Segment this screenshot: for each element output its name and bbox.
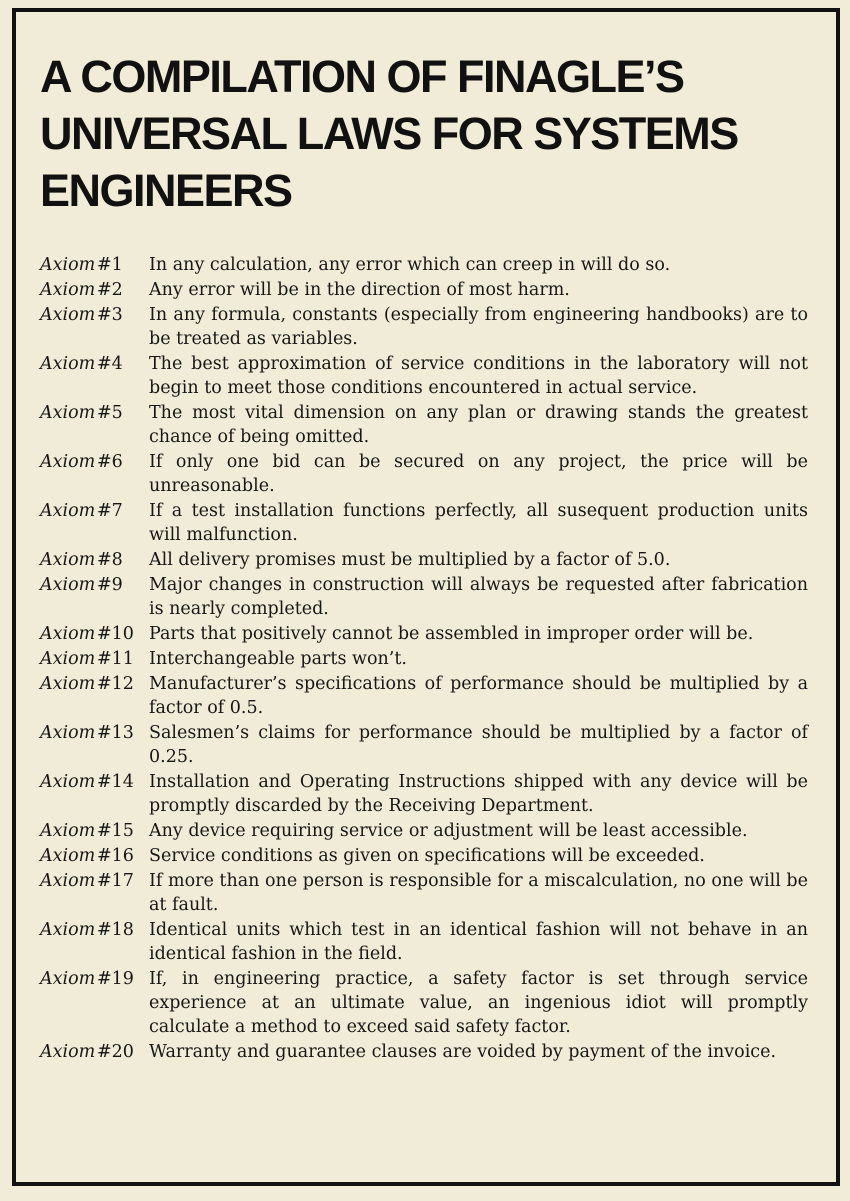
axiom-row [40, 622, 808, 646]
axiom-row [40, 967, 808, 1039]
axiom-row [40, 278, 808, 302]
axiom-number: #20 [97, 1042, 134, 1062]
axiom-label-word: Axiom [40, 575, 96, 595]
axiom-row [40, 819, 808, 843]
axiom-label-word: Axiom [40, 624, 96, 644]
axiom-label-word: Axiom [40, 354, 96, 374]
axiom-row [40, 721, 808, 769]
axiom-text: Salesmen’s claims for performance should be multiplied by a factor of 0.25. [149, 723, 808, 767]
axiom-label-word: Axiom [40, 772, 96, 792]
axiom-text: If more than one person is responsible for a miscalculation, no one will be at fault. [149, 871, 808, 915]
axiom-label-word: Axiom [40, 255, 96, 275]
axiom-text: Installation and Operating Instructions shipped with any device will be promptly discarded by the Receiving Department. [149, 772, 808, 816]
axiom-label-word: Axiom [40, 969, 96, 989]
axiom-number: #17 [97, 871, 134, 891]
axiom-number: #5 [97, 403, 123, 423]
axiom-label-word: Axiom [40, 871, 96, 891]
axiom-text: The best approximation of service conditions in the laboratory will not begin to meet those conditions encountered in actual service. [149, 354, 808, 398]
axiom-row [40, 647, 808, 671]
axiom-number: #13 [97, 723, 134, 743]
axiom-number: #1 [97, 255, 123, 275]
axiom-row [40, 573, 808, 621]
axiom-row [40, 844, 808, 868]
page-content [16, 12, 836, 1064]
axiom-text: If only one bid can be secured on any project, the price will be unreasonable. [149, 452, 808, 496]
axiom-number: #7 [97, 501, 123, 521]
axiom-text: All delivery promises must be multiplied by a factor of 5.0. [149, 550, 671, 570]
axiom-text: If a test installation functions perfectly, all susequent production units will malfunction. [149, 501, 808, 545]
axiom-text: Major changes in construction will always be requested after fabrication is nearly completed. [149, 575, 808, 619]
title-line-1: A COMPILATION OF FINAGLE’S [40, 51, 684, 102]
axiom-row [40, 401, 808, 449]
axiom-number: #16 [97, 846, 134, 866]
axiom-number: #18 [97, 920, 134, 940]
axiom-text: Manufacturer’s specifications of performance should be multiplied by a factor of 0.5. [149, 674, 808, 718]
axiom-label-word: Axiom [40, 649, 96, 669]
axiom-row [40, 770, 808, 818]
axiom-text: The most vital dimension on any plan or drawing stands the greatest chance of being omitted. [149, 403, 808, 447]
axiom-row [40, 548, 808, 572]
document-page [12, 8, 840, 1186]
axiom-row [40, 672, 808, 720]
axiom-row [40, 253, 808, 277]
axiom-label-word: Axiom [40, 501, 96, 521]
axiom-text: Identical units which test in an identical fashion will not behave in an identical fashion in the field. [149, 920, 808, 964]
axiom-row [40, 869, 808, 917]
axiom-row [40, 303, 808, 351]
axiom-text: Any error will be in the direction of most harm. [149, 280, 570, 300]
axiom-row [40, 918, 808, 966]
axiom-row [40, 1040, 808, 1064]
axiom-number: #4 [97, 354, 123, 374]
axiom-number: #3 [97, 305, 123, 325]
axiom-number: #15 [97, 821, 134, 841]
axiom-label-word: Axiom [40, 550, 96, 570]
axiom-text: Warranty and guarantee clauses are voided by payment of the invoice. [149, 1042, 777, 1062]
axiom-number: #8 [97, 550, 123, 570]
axiom-label-word: Axiom [40, 674, 96, 694]
axiom-label-word: Axiom [40, 1042, 96, 1062]
axiom-number: #11 [97, 649, 134, 669]
axiom-label-word: Axiom [40, 305, 96, 325]
axiom-row [40, 352, 808, 400]
axiom-label-word: Axiom [40, 920, 96, 940]
axiom-label-word: Axiom [40, 723, 96, 743]
axiom-number: #10 [97, 624, 134, 644]
axiom-number: #2 [97, 280, 123, 300]
axiom-number: #6 [97, 452, 123, 472]
axiom-number: #19 [97, 969, 134, 989]
axiom-row [40, 499, 808, 547]
axiom-list [40, 253, 808, 1064]
page-title [40, 48, 808, 219]
axiom-text: Any device requiring service or adjustment will be least accessible. [149, 821, 748, 841]
axiom-number: #12 [97, 674, 134, 694]
axiom-text: In any calculation, any error which can creep in will do so. [149, 255, 671, 275]
axiom-text: In any formula, constants (especially from engineering handbooks) are to be treated as variables. [149, 305, 808, 349]
axiom-label-word: Axiom [40, 846, 96, 866]
axiom-row [40, 450, 808, 498]
title-line-3: ENGINEERS [40, 165, 292, 216]
axiom-number: #14 [97, 772, 134, 792]
axiom-text: Interchangeable parts won’t. [149, 649, 407, 669]
axiom-text: If, in engineering practice, a safety factor is set through service experience at an ultimate value, an ingenious idiot will promptly calculate a method to exceed said safety factor. [149, 969, 808, 1037]
title-line-2: UNIVERSAL LAWS FOR SYSTEMS [40, 108, 738, 159]
axiom-label-word: Axiom [40, 821, 96, 841]
axiom-label-word: Axiom [40, 280, 96, 300]
axiom-number: #9 [97, 575, 123, 595]
axiom-label-word: Axiom [40, 403, 96, 423]
axiom-text: Parts that positively cannot be assembled in improper order will be. [149, 624, 754, 644]
axiom-label-word: Axiom [40, 452, 96, 472]
axiom-text: Service conditions as given on specifications will be exceeded. [149, 846, 705, 866]
